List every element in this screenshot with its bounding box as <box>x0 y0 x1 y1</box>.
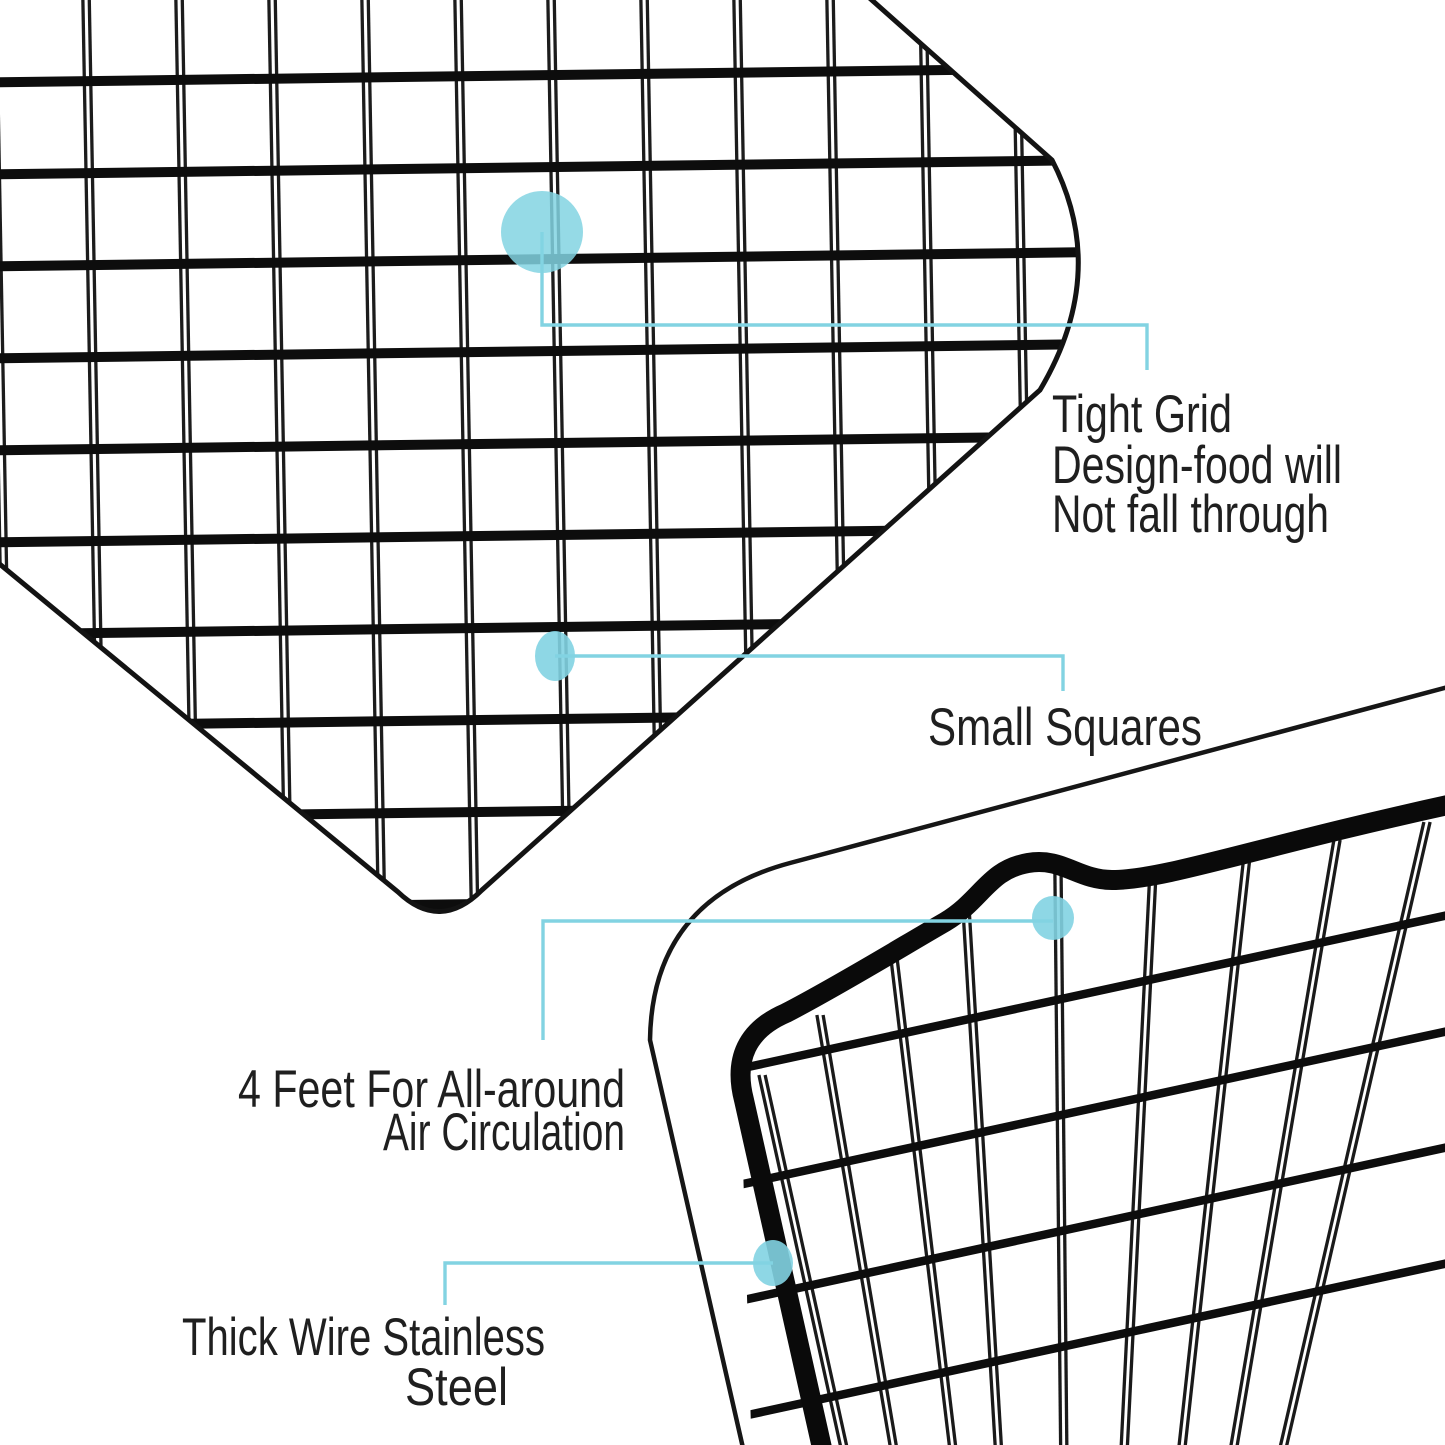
wire <box>735 1028 1445 1185</box>
callout-dot <box>1032 896 1074 940</box>
wire <box>0 895 1180 911</box>
callout-tight-grid <box>501 191 1342 544</box>
callout-label: Steel <box>405 1358 508 1417</box>
wire <box>0 251 1180 267</box>
callout-label: 4 Feet For All-around <box>238 1060 625 1119</box>
cooling-rack-bottom <box>650 687 1445 1445</box>
wire <box>0 435 1180 451</box>
wire <box>0 159 1180 175</box>
callout-small-squares <box>535 631 1202 757</box>
wire <box>1121 872 1150 1445</box>
wire <box>0 527 1180 543</box>
wire <box>0 987 1180 1003</box>
wire <box>0 619 1180 635</box>
wire <box>1061 873 1067 1445</box>
wire <box>0 0 14 990</box>
rack-bottom-long-wires <box>759 822 1430 1445</box>
callout-label: Thick Wire Stainless <box>182 1308 545 1367</box>
wire <box>1018 0 1037 990</box>
wire <box>1235 840 1340 1445</box>
wire <box>1127 872 1156 1445</box>
wire <box>1184 856 1250 1445</box>
callout-dot <box>753 1240 793 1286</box>
wire <box>925 0 944 990</box>
callout-dot <box>501 191 583 273</box>
callout-label: Tight Grid <box>1052 385 1232 444</box>
callout-line <box>555 656 1063 691</box>
wire <box>1277 822 1424 1445</box>
rack-top-frame-edge <box>0 0 1078 912</box>
callout-four-feet <box>238 896 1074 1162</box>
wire <box>1177 856 1243 1445</box>
callout-label: Small Squares <box>928 698 1202 757</box>
wire <box>0 343 1180 359</box>
callout-label: Not fall through <box>1052 485 1329 544</box>
callout-dot <box>535 631 575 681</box>
rack-bottom-rim <box>741 805 1445 1445</box>
callout-label: Air Circulation <box>383 1103 625 1162</box>
callout-label: Design-food will <box>1052 436 1342 495</box>
callout-line <box>445 1263 773 1305</box>
wire <box>1229 840 1334 1445</box>
wire <box>1055 873 1061 1445</box>
wire <box>1283 822 1430 1445</box>
wire <box>735 1260 1445 1417</box>
wire <box>817 1015 893 1445</box>
